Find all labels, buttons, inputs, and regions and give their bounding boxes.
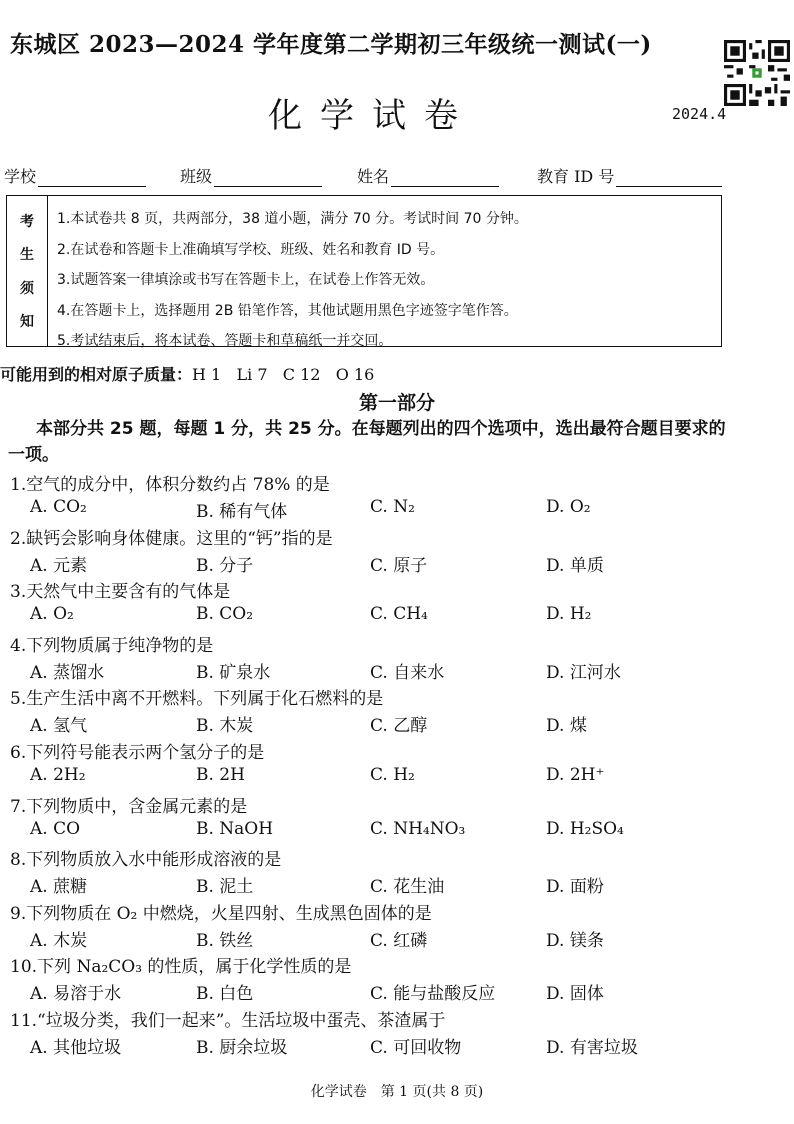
answer-option: A. 蔗糖: [30, 877, 88, 898]
answer-option: B. 木炭: [196, 716, 254, 737]
question-item: [10, 845, 750, 899]
question-stem: 7.下列物质中，含金属元素的是: [10, 796, 248, 817]
answer-option: C. 能与盐酸反应: [370, 984, 496, 1005]
question-stem: 3.天然气中主要含有的气体是: [10, 582, 231, 603]
question-stem: 8.下列物质放入水中能形成溶液的是: [10, 850, 282, 871]
question-list: [10, 470, 750, 1060]
answer-option: B. 厨余垃圾: [196, 1037, 288, 1058]
id-input-line[interactable]: [616, 168, 722, 187]
notice-item: 5.考试结束后，将本试卷、答题卡和草稿纸一并交回。: [57, 333, 393, 349]
answer-option: A. CO: [30, 818, 81, 839]
answer-option: A. 蒸馏水: [30, 662, 105, 683]
class-field[interactable]: [180, 164, 322, 187]
answer-option: D. 单质: [546, 555, 604, 576]
answer-option: B. CO₂: [196, 604, 254, 625]
question-stem: 9.下列物质在 O₂ 中燃烧，火星四射、生成黑色固体的是: [10, 903, 432, 924]
exam-date: 2024.4: [672, 105, 727, 123]
answer-option: B. 分子: [196, 555, 254, 576]
answer-option: C. N₂: [370, 497, 415, 517]
exam-title: 东城区 2023—2024 学年度第二学期初三年级统一测试(一): [10, 31, 652, 58]
answer-option: B. 2H: [196, 764, 245, 785]
notice-item: 1.本试卷共 8 页，共两部分，38 道小题，满分 70 分。考试时间 70 分钟。: [57, 211, 528, 227]
question-stem: 11.“垃圾分类，我们一起来”。生活垃圾中蛋壳、茶渣属于: [10, 1010, 446, 1031]
answer-option: C. NH₄NO₃: [370, 818, 466, 839]
part-title: 第一部分: [358, 392, 435, 414]
question-item: [10, 524, 750, 578]
question-item: [10, 470, 750, 524]
answer-option: C. 红磷: [370, 930, 428, 951]
class-input-line[interactable]: [214, 168, 322, 187]
notice-heading-char: 考: [20, 213, 34, 230]
answer-option: A. 2H₂: [30, 764, 86, 785]
answer-option: A. 氢气: [30, 716, 88, 737]
question-item: [10, 899, 750, 953]
answer-option: A. 木炭: [30, 930, 88, 951]
subject-title: 化学试卷: [268, 96, 476, 136]
question-item: [10, 577, 750, 631]
answer-option: A. O₂: [30, 604, 74, 625]
part-intro: 本部分共 25 题，每题 1 分，共 25 分。在每题列出的四个选项中，选出最符合题目要求的一项。: [8, 419, 726, 465]
answer-option: D. 固体: [546, 984, 604, 1005]
answer-option: D. 有害垃圾: [546, 1037, 638, 1058]
answer-option: A. CO₂: [30, 497, 87, 517]
question-item: [10, 1006, 750, 1060]
qr-code-icon: [724, 40, 790, 106]
notice-item: 4.在答题卡上，选择题用 2B 铅笔作答，其他试题用黑色字迹签字笔作答。: [57, 302, 518, 319]
atomic-mass-values: H 1 Li 7 C 12 O 16: [192, 365, 375, 384]
answer-option: A. 元素: [30, 555, 88, 576]
answer-option: D. H₂SO₄: [546, 818, 624, 839]
candidate-notice-box: [6, 195, 722, 347]
notice-heading: [7, 196, 48, 346]
answer-option: D. 江河水: [546, 662, 621, 683]
answer-option: C. 可回收物: [370, 1037, 462, 1058]
answer-option: C. H₂: [370, 764, 415, 785]
answer-option: D. H₂: [546, 604, 592, 625]
answer-option: B. NaOH: [196, 818, 274, 839]
answer-option: D. 面粉: [546, 877, 604, 898]
answer-option: B. 铁丝: [196, 930, 254, 951]
question-item: [10, 738, 750, 792]
atomic-mass-label: 可能用到的相对原子质量：: [0, 365, 193, 384]
school-input-line[interactable]: [38, 168, 146, 187]
id-field[interactable]: [537, 164, 722, 187]
name-field[interactable]: [357, 164, 499, 187]
question-item: [10, 952, 750, 1006]
notice-heading-char: 知: [20, 314, 34, 331]
notice-item: 3.试题答案一律填涂或书写在答题卡上，在试卷上作答无效。: [57, 272, 435, 288]
answer-option: D. 2H⁺: [546, 764, 605, 785]
answer-option: D. O₂: [546, 497, 591, 517]
notice-heading-char: 生: [20, 247, 34, 264]
answer-option: C. CH₄: [370, 604, 428, 625]
question-stem: 10.下列 Na₂CO₃ 的性质，属于化学性质的是: [10, 957, 352, 978]
answer-option: B. 矿泉水: [196, 662, 271, 683]
answer-option: B. 白色: [196, 984, 254, 1005]
field-label: 班级: [180, 167, 213, 186]
answer-option: D. 煤: [546, 716, 587, 737]
question-stem: 5.生产生活中离不开燃料。下列属于化石燃料的是: [10, 689, 384, 710]
answer-option: A. 易溶于水: [30, 984, 122, 1005]
name-input-line[interactable]: [391, 168, 499, 187]
question-item: [10, 792, 750, 846]
field-label: 教育 ID 号: [537, 167, 615, 186]
answer-option: C. 乙醇: [370, 716, 428, 737]
atomic-mass-line: [0, 362, 374, 385]
field-label: 学校: [4, 167, 37, 186]
notice-heading-char: 须: [20, 280, 34, 297]
answer-option: D. 镁条: [546, 930, 604, 951]
answer-option: C. 花生油: [370, 877, 445, 898]
question-stem: 2.缺钙会影响身体健康。这里的“钙”指的是: [10, 528, 333, 549]
answer-option: C. 原子: [370, 555, 428, 576]
notice-list: [57, 204, 715, 357]
answer-option: B. 泥土: [196, 877, 254, 898]
question-item: [10, 631, 750, 685]
question-stem: 4.下列物质属于纯净物的是: [10, 635, 214, 656]
answer-option: C. 自来水: [370, 662, 445, 683]
notice-item: 2.在试卷和答题卡上准确填写学校、班级、姓名和教育 ID 号。: [57, 241, 445, 258]
page-footer: 化学试卷 第 1 页(共 8 页): [310, 1084, 484, 1100]
question-item: [10, 684, 750, 738]
answer-option: A. 其他垃圾: [30, 1037, 122, 1058]
field-label: 姓名: [357, 167, 390, 186]
question-stem: 6.下列符号能表示两个氢分子的是: [10, 742, 265, 763]
question-stem: 1.空气的成分中，体积分数约占 78% 的是: [10, 475, 330, 495]
school-field[interactable]: [4, 164, 146, 187]
answer-option: B. 稀有气体: [196, 502, 288, 522]
